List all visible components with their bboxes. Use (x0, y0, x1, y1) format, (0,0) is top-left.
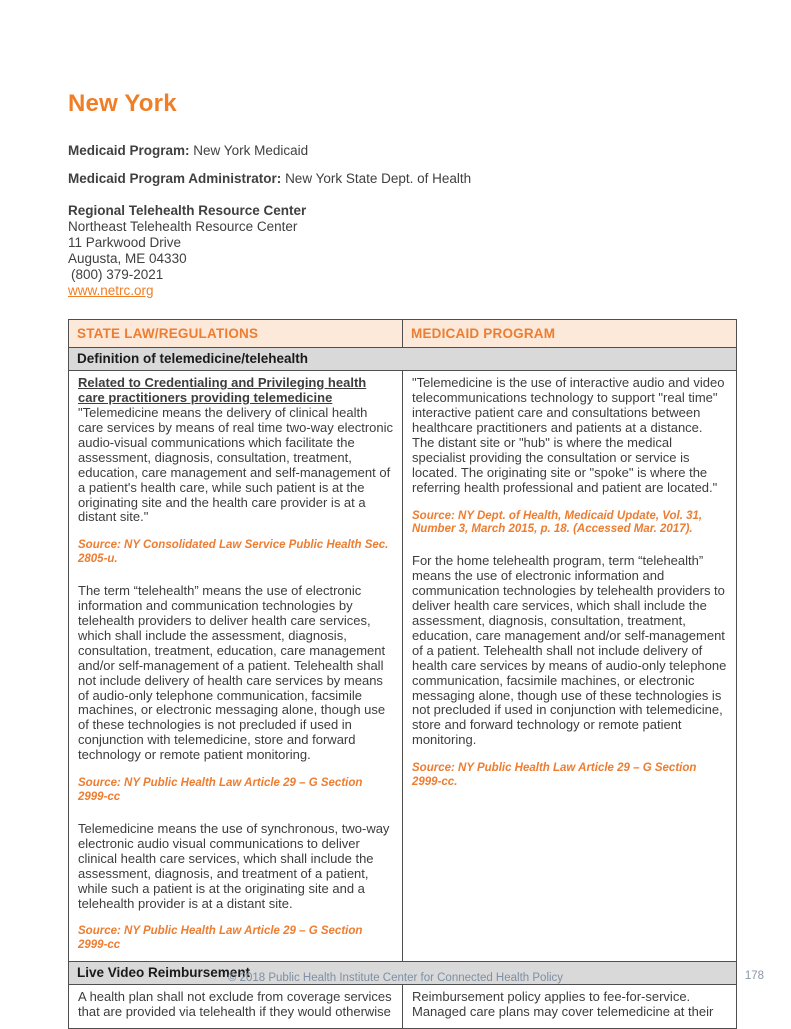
table-header-row (69, 320, 737, 348)
definition-content-row (69, 371, 737, 962)
column-header-state-law: STATE LAW/REGULATIONS (69, 320, 403, 348)
section-title-definition: Definition of telemedicine/telehealth (69, 348, 737, 371)
rtrc-name: Northeast Telehealth Resource Center (68, 219, 298, 234)
source-citation-5: Source: NY Public Health Law Article 29 – G Section 2999-cc. (412, 762, 697, 789)
medicaid-program-line (68, 143, 737, 159)
medicaid-administrator-label: Medicaid Program Administrator: (68, 171, 282, 186)
definition-left-paragraph-2: The term “telehealth” means the use of electronic information and communication technologies by telehealth providers to deliver health care services, which shall include the assessment, diagnosis, consultation, treatment, education, care management and/or self-management of a patient. Telehealth shall not include delivery of health care services by means of audio-only telephone communication, facsimile machines, or electronic messaging alone, though use of these technologies is not precluded if used in conjunction with telemedicine, store and forward technology or remote patient monitoring. (78, 582, 386, 763)
rtrc-website-link[interactable]: www.netrc.org (68, 283, 154, 298)
source-citation-3: Source: NY Public Health Law Article 29 – G Section 2999-cc (78, 925, 363, 952)
live-video-right-paragraph: Reimbursement policy applies to fee-for-service. Managed care plans may cover telemedicine at their (412, 989, 714, 1019)
medicaid-program-label: Medicaid Program: (68, 143, 190, 158)
live-video-medicaid-cell (403, 985, 737, 1029)
source-citation-2: Source: NY Public Health Law Article 29 – G Section 2999-cc (78, 777, 363, 804)
section-row-definition (69, 348, 737, 371)
page-title: New York (68, 90, 177, 117)
rtrc-address-line2: Augusta, ME 04330 (68, 251, 187, 266)
definition-right-paragraph-2: For the home telehealth program, term “telehealth” means the use of electronic information and communication technologies by telehealth providers to deliver health care services, which shall include the assessment, diagnosis, consultation, treatment, education, care management and/or self-management of a patient. Telehealth shall not include delivery of health care services by means of audio-only telephone communication, facsimile machines, or electronic messaging alone, though use of these technologies is not precluded if used in conjunction with telemedicine, store and forward technology or remote patient monitoring. (412, 553, 727, 748)
regional-telehealth-resource-center-block (68, 203, 737, 299)
live-video-content-row (69, 985, 737, 1029)
source-citation-1: Source: NY Consolidated Law Service Public Health Sec. 2805-u. (78, 539, 389, 566)
page-content (68, 0, 737, 1029)
live-video-state-law-cell (69, 985, 403, 1029)
definition-left-paragraph-3: Telemedicine means the use of synchronous, two-way electronic audio visual communications to deliver clinical health care services, which shall include the assessment, diagnosis, and treatment of a patient, while such a patient is at the originating site and a telehealth provider is at a distant site. (78, 820, 390, 911)
medicaid-administrator-line (68, 171, 737, 187)
source-citation-4: Source: NY Dept. of Health, Medicaid Update, Vol. 31, Number 3, March 2015, p. 18. (Accessed Mar. 2017). (412, 509, 703, 536)
definition-state-law-cell (69, 371, 403, 962)
footer-copyright: © 2018 Public Health Institute Center for Connected Health Policy (227, 972, 564, 984)
definition-right-paragraph-1: "Telemedicine is the use of interactive audio and video telecommunications technology to support "real time" interactive patient care and consultations between healthcare practitioners and patients at a distance. The distant site or "hub" is where the medical specialist providing the consultation or service is located. The originating site or "spoke" is where the referring health professional and patient are located." (412, 375, 725, 495)
rtrc-heading: Regional Telehealth Resource Center (68, 203, 307, 218)
section-title-live-video: Live Video Reimbursement (69, 962, 737, 985)
medicaid-program-value: New York Medicaid (193, 143, 309, 158)
definition-medicaid-cell (403, 371, 737, 962)
rtrc-phone: (800) 379-2021 (71, 267, 164, 282)
definition-left-paragraph-1: "Telemedicine means the delivery of clinical health care services by means of real time two-way electronic audio-visual communications which facilitate the assessment, diagnosis, consultation, treatment, education, care management and self-management of a patient's health care, while such patient is at the originating site and the health care provider is at a distant site." (78, 404, 394, 525)
live-video-left-paragraph: A health plan shall not exclude from coverage services that are provided via telehealth if they would otherwise (78, 989, 392, 1019)
page-number: 178 (744, 970, 764, 982)
rtrc-address-line1: 11 Parkwood Drive (68, 235, 182, 250)
medicaid-administrator-value: New York State Dept. of Health (285, 171, 472, 186)
policy-table (68, 319, 737, 1029)
column-header-medicaid-program: MEDICAID PROGRAM (403, 320, 737, 348)
credentialing-heading: Related to Credentialing and Privileging health care practitioners providing telemedicine (78, 375, 367, 405)
